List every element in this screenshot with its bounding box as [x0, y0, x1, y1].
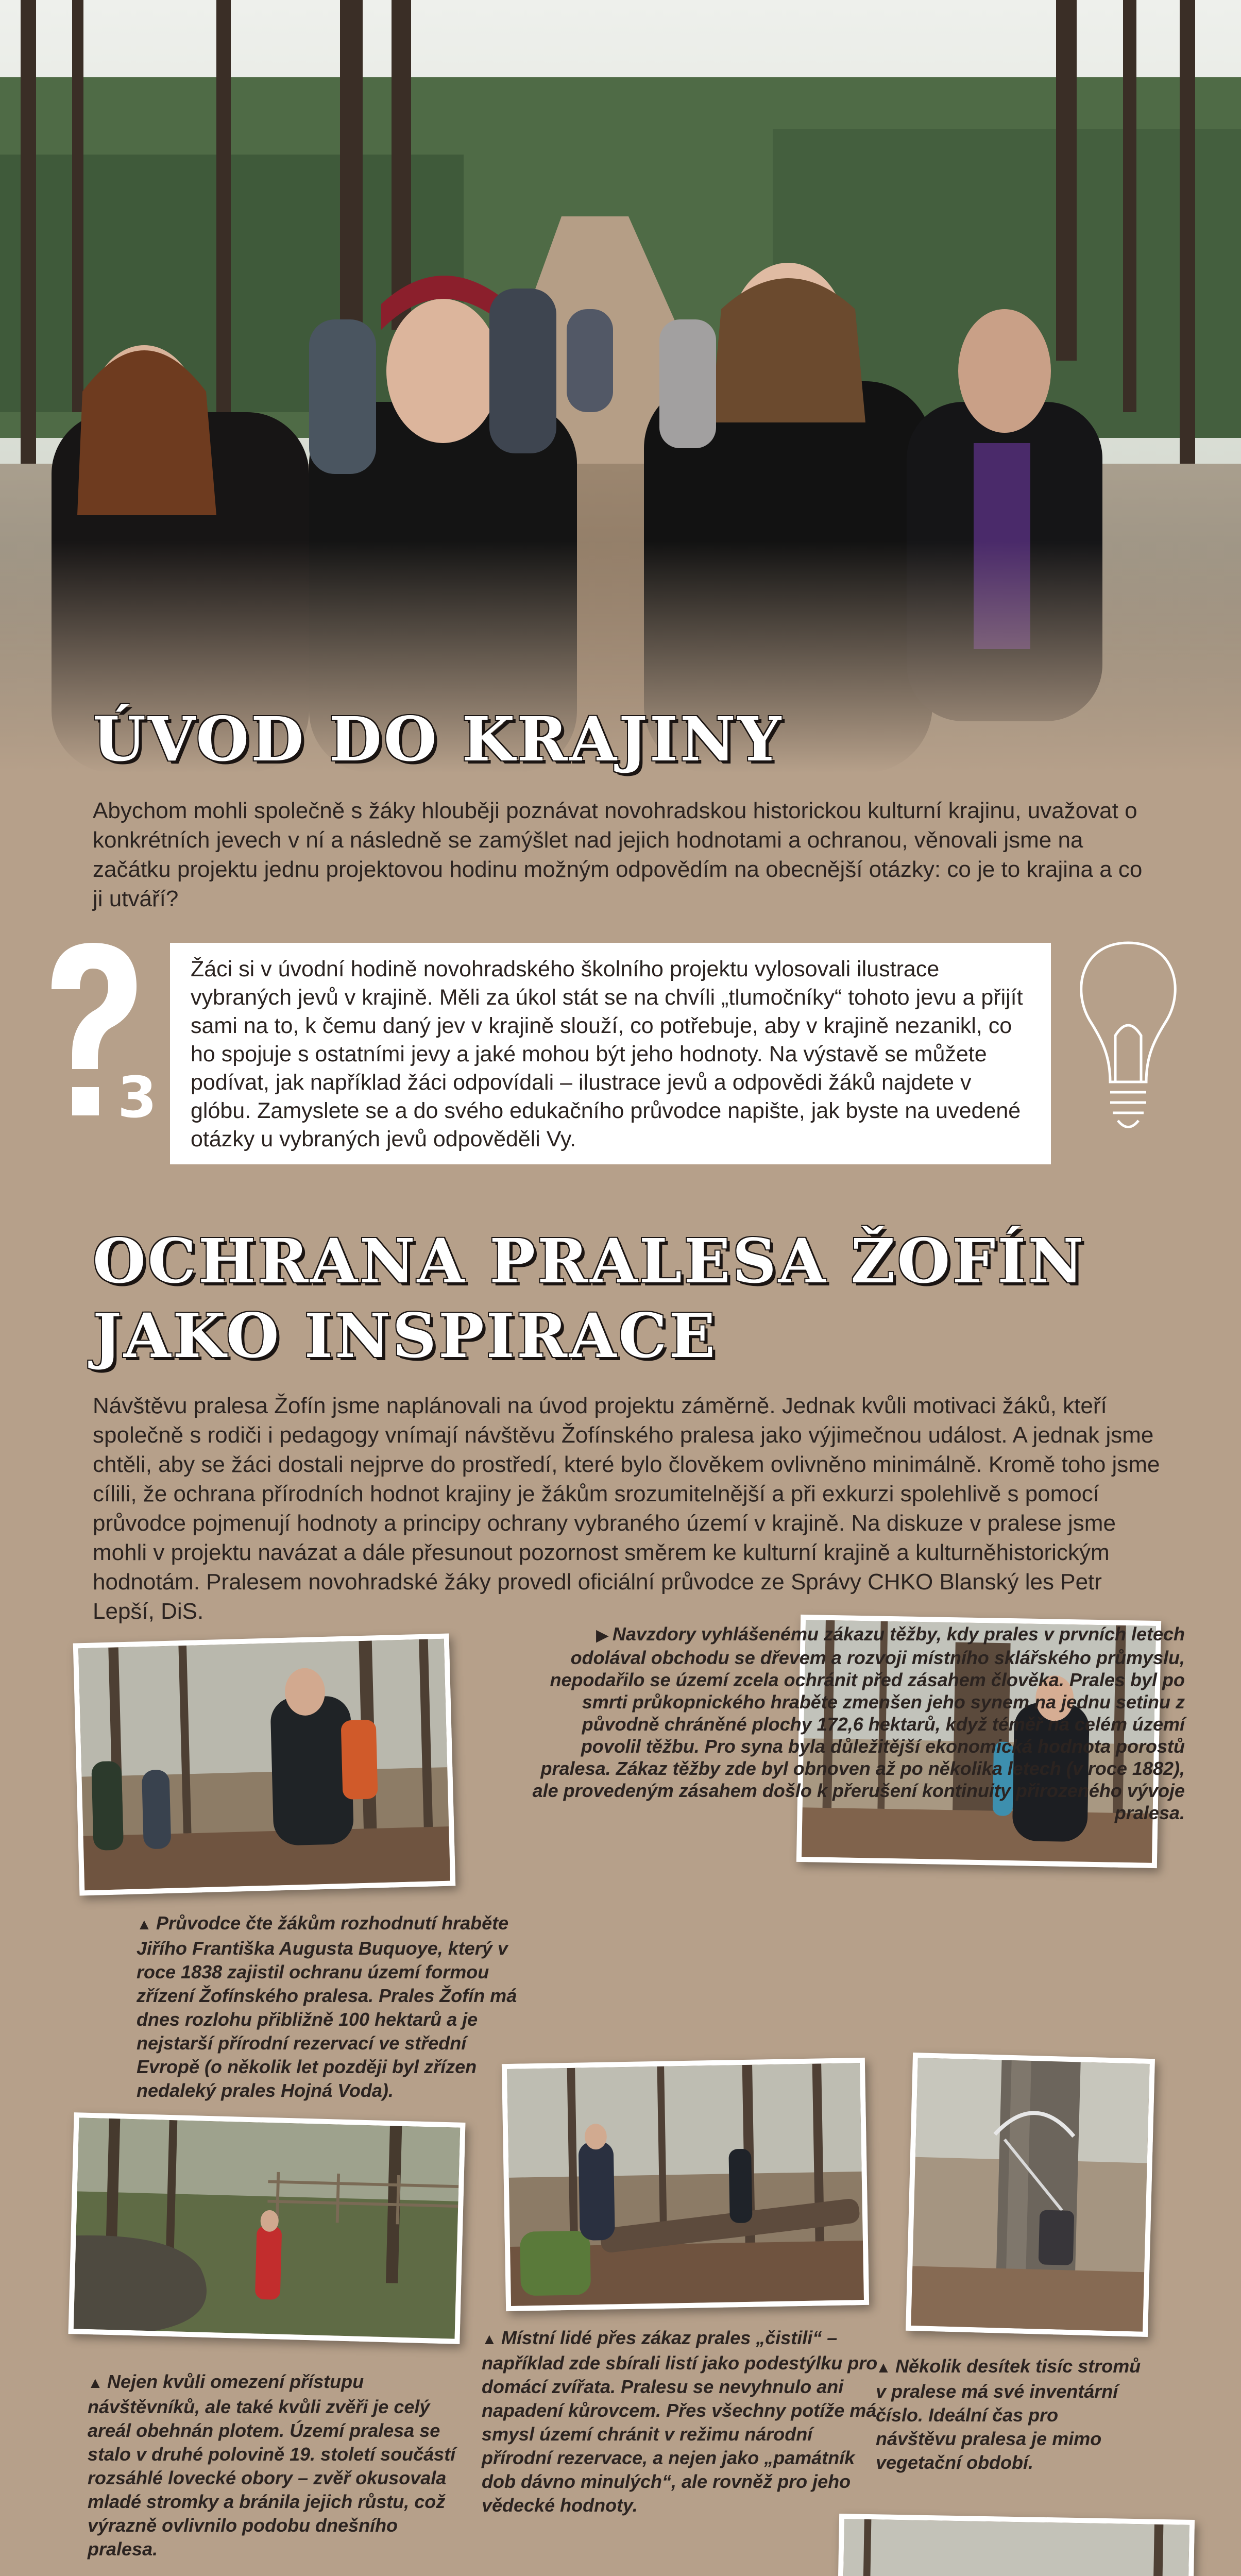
question-box [170, 943, 1051, 1164]
photo-guide-reading [73, 1634, 456, 1896]
photo-group [835, 2514, 1195, 2576]
section-heading-uvod: ÚVOD DO KRAJINY [93, 703, 784, 775]
section-intro-uvod: Abychom mohli společně s žáky hlouběji poznávat novohradskou historickou kulturní krajinu, uvažovat o konkrétních jevech v ní a následně se zamýšlet nad jejich hodnotami a ochranou, věnovali jsme na začátku projektu jednu projektovou hodinu možným odpovědím na obecnější otázky: co je to krajina a co ji utváří? [93, 798, 1143, 911]
caption-timber-ban [531, 1623, 1185, 1824]
question-box-text: Žáci si v úvodní hodině novohradského školního projektu vylosovali ilustrace vybraných jevů v krajině. Měli za úkol stát se na chvíli „tlumočníky“ tohoto jevu a přijít sami na to, k čemu daný jev v krajině slouží, co potřebuje, aby v krajině nezanikl, co ho spojuje s ostatními jevy a jaké mohou být jeho hodnoty. Na výstavě se můžete podívat, jak například žáci odpovídali – ilustrace jevů a odpovědi žáků najdete v glóbu. Zamyslete se a do svého edukačního průvodce napište, jak byste na uvedené otázky u vybraných jevů odpověděli Vy. [191, 957, 1023, 1151]
lightbulb-icon [1061, 933, 1195, 1149]
hero-photo-forest-path [0, 0, 1241, 773]
caption-tree-tags-text: Několik desítek tisíc stromů v pralese má své inventární číslo. Ideální čas pro návštěvu pralesa je mimo vegetační období. [876, 2355, 1141, 2473]
caption-guide-reading-text: Průvodce čte žákům rozhodnutí hraběte Jiřího Františka Augusta Buquoye, který v roce 1838 zajistil ochranu území formou zřízení Žofínského pralesa. Prales Žofín má dnes rozlohu přibližně 100 hektarů a je nejstarší přírodní rezervací ve střední Evropě (o několik let později byl zřízen nedaleký prales Hojná Voda). [137, 1912, 517, 2101]
section-heading-ochrana [93, 1224, 1085, 1373]
caption-fence-text: Nejen kvůli omezení přístupu návštěvníků, ale také kvůli zvěři je celý areál obehnán plotem. Území pralesa se stalo v druhé polovině 19. století součástí rozsáhlé lovecké obory – zvěř okusovala mladé stromky a bránila jejich růstu, což výrazně ovlivnilo podobu dnešního pralesa. [88, 2371, 456, 2560]
section-intro-ochrana: Návštěvu pralesa Žofín jsme naplánovali na úvod projektu záměrně. Jednak kvůli motivaci žáků, kteří společně s rodiči i pedagogy vnímají návštěvu Žofínského pralesa jako výjimečnou událost. A jednak jsme chtěli, aby se žáci dostali nejprve do prostředí, které bylo člověkem ovlivněno minimálně. Kromě toho jsme cílili, že ochrana přírodních hodnot krajiny je žákům srozumitelnější a při exkurzi spolehlivě s pomocí průvodce pojmenují hodnoty a principy ochrany vybraného území v krajině. Na diskuze v pralese jsme mohli v projektu navázat a dále přesunout pozornost směrem ke kulturní krajině a kulturněhistorickým hodnotám. Pralesem novohradské žáky provedl oficiální průvodce ze Správy CHKO Blanský les Petr Lepší, DiS. [93, 1393, 1160, 1624]
triangle-up-icon: ▲ [88, 2375, 108, 2392]
photo-fallen-tree [502, 2058, 869, 2311]
caption-tree-tags [876, 2354, 1144, 2475]
triangle-up-icon: ▲ [137, 1916, 157, 1933]
caption-timber-ban-text: Navzdory vyhlášenému zákazu těžby, kdy prales v prvních letech odolával obchodu se dřevem a rozvoji místního sklářského průmyslu, nepodařilo se území zcela ochránit před zásahem člověka. Prales byl po smrti průkopnického hraběte zmenšen jeho synem na jednu setinu z původně chráněné plochy 172,6 hektarů, když téměř na celém území povolil těžbu. Pro syna byla důležitější ekonomická hodnota porostů pralesa. Zákaz těžby zde byl obnoven až po několika letech (v roce 1882), ale provedeným zásahem došlo k přerušení kontinuity přirozeného vývoje pralesa. [532, 1623, 1185, 1823]
section-heading-ochrana-line2: JAKO INSPIRACE [93, 1300, 718, 1371]
photo-forest-creek [69, 2112, 466, 2344]
caption-guide-reading [137, 1911, 528, 2103]
caption-fence [88, 2370, 469, 2561]
triangle-up-icon: ▲ [482, 2331, 502, 2348]
question-number: 3 [117, 1064, 157, 1130]
caption-cleaning-text: Místní lidé přes zákaz prales „čistili“ – například zde sbírali listí jako podestýlku pro domácí zvířata. Pralesu se nevyhnulo ani napadení kůrovcem. Přes všechny potíže má smysl území chránit v režimu národní přírodní rezervace, a nejen jako „památník dob dávno minulých“, ale rovněž pro jeho vědecké hodnoty. [482, 2327, 878, 2516]
photo-tree-tag [906, 2053, 1155, 2337]
triangle-up-icon: ▲ [876, 2359, 896, 2376]
triangle-right-icon: ▶ [596, 1627, 613, 1644]
section-heading-ochrana-line1: OCHRANA PRALESA ŽOFÍN [93, 1225, 1086, 1297]
caption-cleaning [482, 2326, 883, 2517]
